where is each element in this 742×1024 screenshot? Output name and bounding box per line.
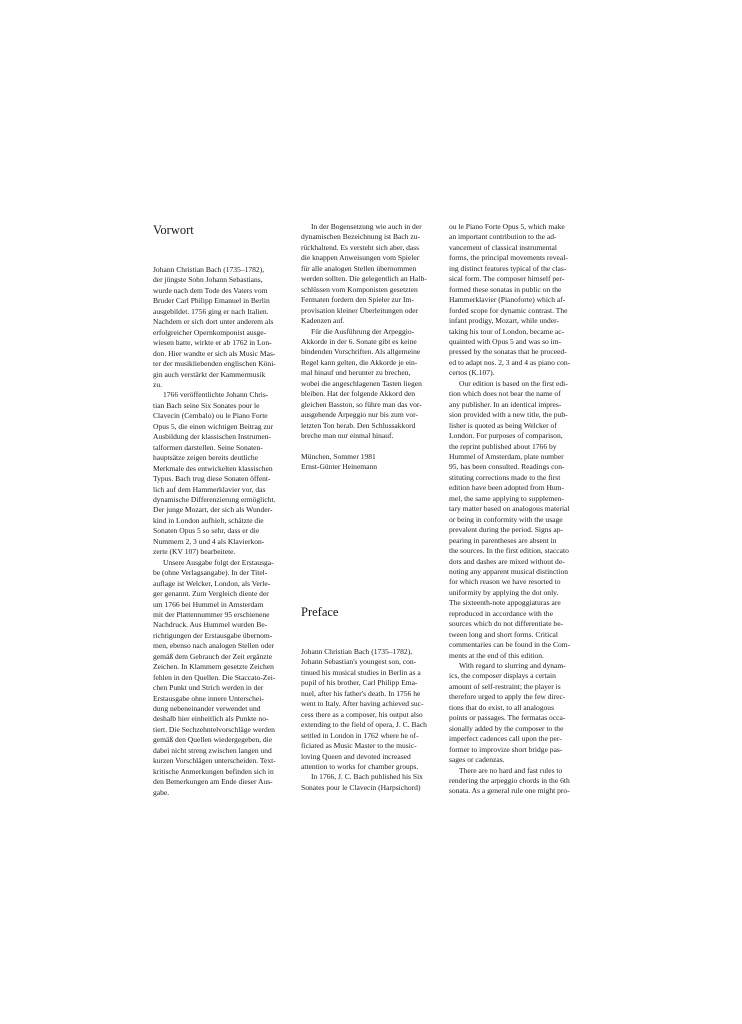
vorwort-continued-column — [301, 222, 433, 473]
text-line: chen Punkt und Strich werden in der — [153, 683, 264, 693]
vorwort-body — [153, 265, 285, 798]
text-line: Nachdem er sich dort unter anderem als — [153, 317, 274, 327]
text-line: infant prodigy, Mozart, while under- — [449, 316, 560, 326]
text-line: kritische Anmerkungen befinden sich in — [153, 766, 274, 776]
text-line: deshalb hier einheitlich als Punkte no- — [153, 714, 269, 724]
text-line: There are no hard and fast rules to — [459, 765, 563, 775]
text-line: went to Italy. After having achieved suc- — [301, 699, 424, 709]
text-line: points or passages. The fermatas occa- — [449, 713, 566, 723]
text-line: kurzen Vorschlägen unterscheiden. Text- — [153, 756, 276, 766]
text-line: gleichen Basston, so führe man das vor- — [301, 399, 422, 409]
text-line: sion provided with a new title, the pub- — [449, 410, 568, 420]
text-line: gabe. — [153, 787, 170, 797]
text-line: an important contribution to the ad- — [449, 232, 557, 242]
text-line: die knappen Anweisungen vom Spieler — [301, 253, 420, 263]
text-line: sources which do not differentiate be- — [449, 619, 564, 629]
text-line: letzten Ton herab. Den Schlussakkord — [301, 420, 416, 430]
preface-continued-column — [449, 222, 581, 797]
text-line: richtigungen der Erstausgabe übernom- — [153, 630, 273, 640]
text-line: Opus 5, die einen wichtigen Beitrag zur — [153, 421, 274, 431]
text-line: dots and dashes are mixed without de- — [449, 556, 565, 566]
text-line: zu. — [153, 379, 163, 389]
text-line: Erstausgabe ohne innere Unterschei- — [153, 693, 264, 703]
text-line: breche man nur einmal hinauf. — [301, 431, 394, 441]
text-line: rückhaltend. Es versteht sich aber, dass — [301, 242, 420, 252]
text-line: talformen darstellen. Seine Sonaten- — [153, 442, 263, 452]
text-line: edition have been adopted from Hum- — [449, 483, 565, 493]
text-line: ing distinct features typical of the clas- — [449, 263, 567, 273]
text-line: für alle analogen Stellen übernommen — [301, 263, 417, 273]
text-line: In 1766, J. C. Bach published his Six — [311, 772, 423, 782]
text-line: Our edition is based on the first edi- — [459, 378, 568, 388]
text-line: Typus. Bach trug diese Sonaten öffent- — [153, 474, 271, 484]
text-line: 95, has been consulted. Readings con- — [449, 462, 565, 472]
text-line: commentaries can be found in the Com- — [449, 640, 571, 650]
text-line: or being in conformity with the usage — [449, 514, 563, 524]
text-line: bindenden Vorschriften. Als allgemeine — [301, 347, 421, 357]
text-line: forded scope for dynamic contrast. The — [449, 305, 568, 315]
text-line: 1766 veröffentlichte Johann Chris- — [163, 390, 269, 400]
text-line: ments at the end of this edition. — [449, 650, 544, 660]
text-line: Zeichen. In Klammern gesetzte Zeichen — [153, 662, 274, 672]
preface-column — [301, 647, 433, 793]
text-line: mit der Plattennummer 95 erschienene — [153, 609, 270, 619]
text-line: men, ebenso nach analogen Stellen oder — [153, 641, 275, 651]
text-line: the reprint published about 1766 by — [449, 441, 557, 451]
text-line: amount of self-restraint; the player is — [449, 681, 561, 691]
text-line: stituting corrections made to the first — [449, 472, 561, 482]
text-line: Johann Christian Bach (1735–1782), — [153, 265, 265, 274]
text-line: rendering the arpeggio chords in the 6th — [449, 776, 570, 786]
text-line: provisation kleiner Überleitungen oder — [301, 305, 419, 315]
text-line: nuel, after his father's death. In 1756 he — [301, 688, 421, 698]
text-line: tary matter based on analogous material — [449, 504, 570, 514]
text-line: Hummel of Amsterdam, plate number — [449, 451, 564, 461]
text-line: any publisher. In an identical impres- — [449, 399, 562, 409]
text-line: lich auf dem Hammerklavier vor, das — [153, 484, 266, 494]
text-line: ausgebildet. 1756 ging er nach Italien. — [153, 306, 269, 316]
text-line: tiert. Die Sechzehntelvorschläge werden — [153, 724, 275, 734]
text-line: Sonaten Opus 5 so sehr, dass er die — [153, 526, 260, 536]
text-line: therefore urged to apply the few direc- — [449, 692, 566, 702]
text-line: ter der musikliebenden englischen Köni- — [153, 359, 276, 369]
text-line: den Bemerkungen am Ende dieser Aus- — [153, 777, 273, 787]
text-line: Fermaten fordern den Spieler zur Im- — [301, 295, 414, 305]
text-line: sages or cadenzas. — [449, 755, 505, 765]
text-line: Regel kann gelten, die Akkorde je ein- — [301, 357, 418, 367]
text-line: ed to adapt nos. 2, 3 and 4 as piano con- — [449, 357, 571, 367]
text-line: pressed by the sonatas that he proceed- — [449, 347, 567, 357]
text-line: Ausbildung der klassischen Instrumen- — [153, 432, 272, 442]
text-line: settled in London in 1762 where he of- — [301, 730, 419, 740]
text-line: tween long and short forms. Critical — [449, 629, 558, 639]
text-line: quainted with Opus 5 and was so im- — [449, 336, 562, 346]
text-line: the sources. In the first edition, staccato — [449, 546, 569, 556]
text-line: Nummern 2, 3 und 4 als Klavierkon- — [153, 536, 265, 546]
text-line: imperfect cadences call upon the per- — [449, 734, 562, 744]
text-line: Unsere Ausgabe folgt der Erstausga- — [163, 557, 274, 567]
vorwort-body-continued — [301, 222, 433, 442]
text-line: sonata. As a general rule one might pro- — [449, 786, 570, 796]
text-line: wobei die angeschlagenen Tasten liegen — [301, 378, 422, 388]
text-line: um 1766 bei Hummel in Amsterdam — [153, 599, 264, 609]
text-line: wiesen hatte, wirkte er ab 1762 in Lon- — [153, 338, 272, 348]
text-line: The sixteenth-note appoggiaturas are — [449, 598, 561, 608]
text-line: der jüngste Sohn Johann Sebastians, — [153, 275, 263, 285]
text-line: erfolgreicher Opernkomponist ausge- — [153, 327, 267, 337]
preface-body-continued — [449, 222, 581, 797]
text-line: hauptsätze zeigen bereits deutliche — [153, 453, 258, 463]
text-line: Für die Ausführung der Arpeggio- — [311, 326, 415, 336]
signature-place-date: München, Sommer 1981 — [301, 451, 376, 461]
vorwort-column — [153, 222, 285, 798]
text-line: attention to works for chamber groups. — [301, 761, 419, 771]
preface-body — [301, 647, 433, 793]
text-line: ficiated as Music Master to the music- — [301, 741, 417, 751]
text-line: wurde nach dem Tode des Vaters vom — [153, 285, 268, 295]
text-line: be (ohne Verlagsangabe). In der Titel- — [153, 568, 268, 578]
text-line: Der junge Mozart, der sich als Wunder- — [153, 505, 273, 515]
text-line: noting any apparent musical distinction — [449, 566, 569, 576]
text-line: Kadenzen auf. — [301, 316, 345, 326]
text-line: gin auch verstärkt der Kammermusik — [153, 369, 266, 379]
text-line: ger genannt. Zum Vergleich diente der — [153, 589, 269, 599]
text-line: zerte (KV 107) bearbeitete. — [153, 547, 236, 557]
text-line: dung nebeneinander verwendet und — [153, 704, 261, 714]
text-line: forms, the principal movements reveal- — [449, 253, 568, 263]
text-line: Nachdruck. Aus Hummel wurden Be- — [153, 620, 268, 630]
text-line: Johann Sebastian's youngest son, con- — [301, 657, 417, 667]
text-line: extending to the field of opera, J. C. Bach — [301, 720, 427, 730]
text-line: With regard to slurring and dynam- — [459, 661, 566, 671]
text-line: certos (K.107). — [449, 368, 495, 378]
text-line: ausgehende Arpeggio nur bis zum vor- — [301, 410, 419, 420]
text-line: dabei nicht streng zwischen langen und — [153, 745, 272, 755]
text-line: pearing in parentheses are absent in — [449, 535, 557, 545]
signature-author: Ernst-Günter Heinemann — [301, 462, 378, 472]
text-line: In der Bogensetzung wie auch in der — [311, 222, 422, 231]
text-line: kind in London aufhielt, schätzte die — [153, 515, 264, 525]
text-line: lisher is quoted as being Welcker of — [449, 420, 557, 430]
text-line: pupil of his brother, Carl Philipp Ema- — [301, 678, 418, 688]
text-line: for which reason we have resorted to — [449, 577, 561, 587]
text-line: vancement of classical instrumental — [449, 242, 557, 252]
text-line: Clavecin (Cembalo) ou le Piano Forte — [153, 411, 268, 421]
text-line: Sonates pour le Clavecin (Harpsichord) — [301, 782, 421, 792]
text-line: werden sollten. Die gelegentlich an Halb- — [301, 274, 427, 284]
text-line: dynamischen Bezeichnung ist Bach zu- — [301, 232, 421, 242]
text-line: Johann Christian Bach (1735–1782), — [301, 647, 413, 656]
text-line: Merkmale des entwickelten klassischen — [153, 463, 273, 473]
text-line: taking his tour of London, became ac- — [449, 326, 565, 336]
text-line: formed these sonatas in public on the — [449, 284, 562, 294]
text-line: Bruder Carl Philipp Emanuel in Berlin — [153, 296, 270, 306]
text-line: tinued his musical studies in Berlin as a — [301, 667, 421, 677]
text-line: tions that do exist, to all analogous — [449, 702, 555, 712]
text-line: dynamische Differenzierung ermöglicht. — [153, 494, 276, 504]
text-line: schlüssen vom Komponisten gesetzten — [301, 284, 418, 294]
text-line: tian Bach seine Six Sonates pour le — [153, 400, 260, 410]
preface-title: Preface — [301, 605, 339, 619]
text-line: uniformity by applying the dot only. — [449, 587, 559, 597]
text-line: fehlen in den Quellen. Die Staccato-Zei- — [153, 672, 276, 682]
text-line: Akkorde in der 6. Sonate gibt es keine — [301, 336, 417, 346]
text-line: auflage ist Welcker, London, als Verle- — [153, 578, 271, 588]
text-line: don. Hier wandte er sich als Music Mas- — [153, 348, 276, 358]
text-line: gemäß den Quellen wiedergegeben, die — [153, 735, 273, 745]
text-line: bleiben. Hat der folgende Akkord den — [301, 389, 416, 399]
text-line: London. For purposes of comparison, — [449, 431, 563, 441]
text-line: former to improvize short bridge pas- — [449, 744, 563, 754]
text-line: ics, the composer displays a certain — [449, 671, 556, 681]
text-line: tion which does not bear the name of — [449, 389, 561, 399]
text-line: mal hinauf und herunter zu brechen, — [301, 368, 411, 378]
text-line: loving Queen and devoted increased — [301, 751, 411, 761]
text-line: ou le Piano Forte Opus 5, which make — [449, 222, 565, 231]
vorwort-title: Vorwort — [153, 223, 194, 237]
text-line: sical form. The composer himself per- — [449, 274, 565, 284]
text-line: mel, the same applying to supplemen- — [449, 493, 564, 503]
text-line: gemäß dem Gebrauch der Zeit ergänzte — [153, 651, 273, 661]
text-line: cess there as a composer, his output also — [301, 709, 423, 719]
text-line: sionally added by the composer to the — [449, 723, 564, 733]
text-line: Hammerklavier (Pianoforte) which af- — [449, 295, 566, 305]
text-line: reproduced in accordance with the — [449, 608, 553, 618]
text-line: prevalent during the period. Signs ap- — [449, 525, 564, 535]
